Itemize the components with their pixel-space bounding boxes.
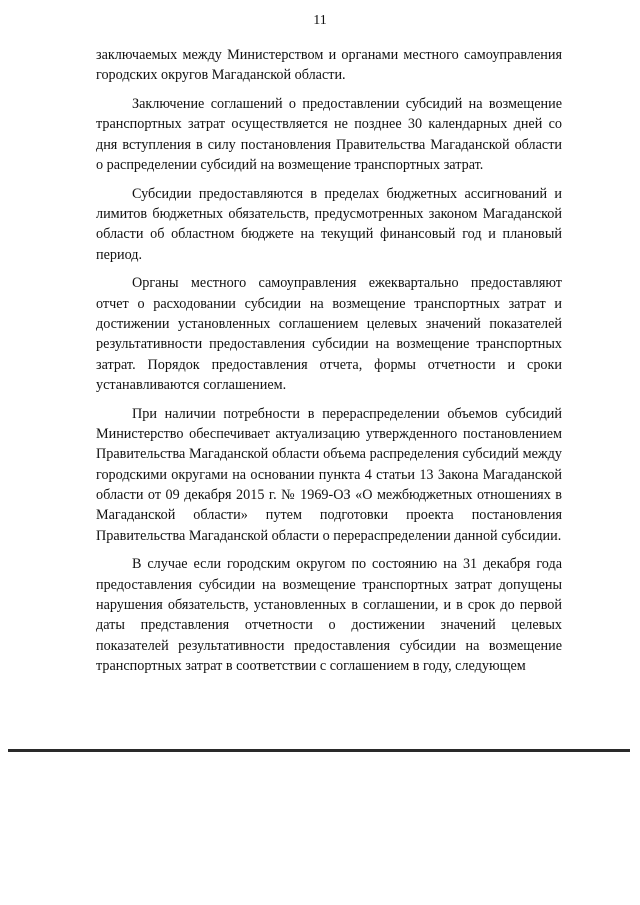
paragraph: Органы местного самоуправления ежеквартально предоставляют отчет о расходовании субсидии на возмещение транспортных затрат и достижении установленных соглашением целевых значений показателей результативности предоставления субсидии на возмещение транспортных затрат. Порядок предоставления отчета, формы отчетности и сроки устанавливаются соглашением. xyxy=(96,275,562,393)
paragraph: заключаемых между Министерством и органами местного самоуправления городских округов Магаданской области. xyxy=(96,47,562,84)
horizontal-rule xyxy=(8,749,630,752)
page-number: 11 xyxy=(313,13,327,28)
paragraph: Субсидии предоставляются в пределах бюджетных ассигнований и лимитов бюджетных обязательств, предусмотренных законом Магаданской области об областном бюджете на текущий финансовый год и плановый период. xyxy=(96,185,562,263)
paragraph: При наличии потребности в перераспределении объемов субсидий Министерство обеспечивает актуализацию утвержденного постановлением Правительства Магаданской области объема распределения субсидий между городскими округами на основании пункта 4 статьи 13 Закона Магаданской области от 09 декабря 2015 г. № 1969-ОЗ «О межбюджетных отношениях в Магаданской области» путем подготовки проекта постановления Правительства Магаданской области о перераспределении данной субсидии. xyxy=(96,405,562,544)
paragraph: Заключение соглашений о предоставлении субсидий на возмещение транспортных затрат осуществляется не позднее 30 календарных дней со дня вступления в силу постановления Правительства Магаданской области о распределении субсидий на возмещение транспортных затрат. xyxy=(96,96,562,173)
paragraph: В случае если городским округом по состоянию на 31 декабря года предоставления субсидии на возмещение транспортных затрат допущены нарушения обязательств, установленных в соглашении, и в срок до первой даты представления отчетности о достижении значений целевых показателей результативности предоставления субсидии на возмещение транспортных затрат в соответствии с соглашением в году, следующем xyxy=(96,556,562,674)
document-body xyxy=(96,45,562,676)
